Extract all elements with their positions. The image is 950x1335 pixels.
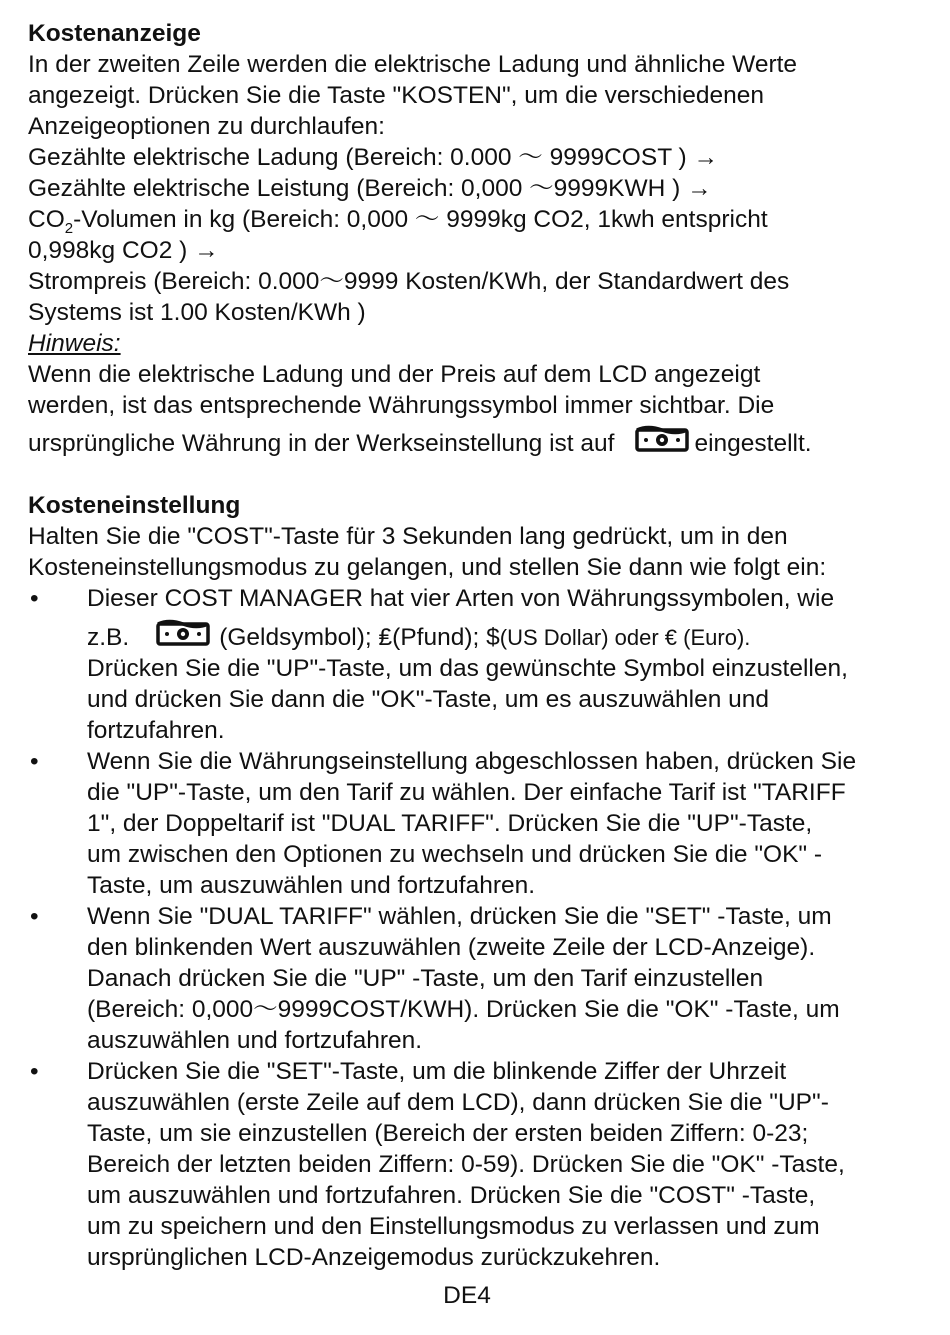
list-item-text: z.B. [87,624,130,651]
paragraph-line: angezeigt. Drücken Sie die Taste "KOSTEN", um die verschiedenen [28,82,764,109]
paragraph-line: Halten Sie die "COST"-Taste für 3 Sekunden lang gedrückt, um in den [28,523,788,550]
hint-line: Wenn die elektrische Ladung und der Preis auf dem LCD angezeigt [28,361,761,388]
paragraph-line: Anzeigeoptionen zu durchlaufen: [28,113,385,140]
option-charge-line: Gezählte elektrische Ladung (Bereich: 0.000 ～ 9999COST ) → [28,144,718,171]
page-number: DE4 [443,1282,491,1309]
paragraph-line: In der zweiten Zeile werden die elektrische Ladung und ähnliche Werte [28,51,798,78]
list-item [28,1056,918,1273]
hint-label: Hinweis: [28,330,121,357]
list-item [28,901,918,1056]
list-item-line: um zwischen den Optionen zu wechseln und drücken Sie die "OK" - [87,841,823,868]
list-item-line: Dieser COST MANAGER hat vier Arten von Währungssymbolen, wie [87,585,835,612]
list-item-line: Wenn Sie die Währungseinstellung abgeschlossen haben, drücken Sie [87,748,857,775]
money-symbol-icon [634,424,690,454]
hint-label-line [28,328,918,359]
list-item-line: um zu speichern und den Einstellungsmodus zu verlassen und zum [87,1213,820,1240]
list-item-line: Drücken Sie die "SET"-Taste, um die blinkende Ziffer der Uhrzeit [87,1058,787,1085]
section-heading-kosteneinstellung: Kosteneinstellung [28,492,241,519]
list-item-line: den blinkenden Wert auszuwählen (zweite Zeile der LCD-Anzeige). [87,934,816,961]
bullet-dot: • [30,903,39,930]
hint-line: werden, ist das entsprechende Währungssymbol immer sichtbar. Die [28,392,775,419]
list-item-line: auszuwählen (erste Zeile auf dem LCD), dann drücken Sie die "UP"- [87,1089,829,1116]
pound-icon: ₤ [378,624,393,651]
hint-line-text-end: eingestellt. [694,430,812,457]
bullet-dot: • [30,748,39,775]
option-price-line: Strompreis (Bereich: 0.000～9999 Kosten/KWh, der Standardwert des [28,268,790,295]
list-item-line: 1", der Doppeltarif ist "DUAL TARIFF". Drücken Sie die "UP"-Taste, [87,810,813,837]
settings-list [28,583,918,1273]
money-symbol-icon [155,618,211,648]
co2-prefix: CO [28,206,65,233]
list-item-line: die "UP"-Taste, um den Tarif zu wählen. Der einfache Tarif ist "TARIFF [87,779,846,806]
list-item-line: fortzufahren. [87,717,225,744]
co2-subscript: 2 [64,219,74,237]
dollar-icon: $ [486,624,500,651]
list-item-line: ursprünglichen LCD-Anzeigemodus zurückzukehren. [87,1244,661,1271]
currency-symbols-line [87,618,918,653]
co2-rest: -Volumen in kg (Bereich: 0,000 ～ 9999kg CO2, 1kwh entspricht [73,206,768,233]
hint-line-text: ursprüngliche Währung in der Werkseinstellung ist auf [28,430,615,457]
bullet-dot: • [30,1058,39,1085]
option-co2-line-2: 0,998kg CO2 ) → [28,237,219,264]
section-heading-kostenanzeige: Kostenanzeige [28,20,201,47]
bullet-dot: • [30,585,39,612]
list-item-line: auszuwählen und fortzufahren. [87,1027,423,1054]
list-item-line: Taste, um auszuwählen und fortzufahren. [87,872,536,899]
option-price-line-2: Systems ist 1.00 Kosten/KWh ) [28,299,366,326]
list-item-line: um auszuwählen und fortzufahren. Drücken Sie die "COST" -Taste, [87,1182,816,1209]
list-item-line: Taste, um sie einzustellen (Bereich der ersten beiden Ziffern: 0-23; [87,1120,809,1147]
geldsymbol-text: (Geldsymbol); [219,624,379,651]
dollar-euro-text: (US Dollar) oder € (Euro). [499,625,751,650]
document-page [28,18,918,1273]
list-item-line: Drücken Sie die "UP"-Taste, um das gewünschte Symbol einzustellen, [87,655,848,682]
paragraph-line: Kosteneinstellungsmodus zu gelangen, und stellen Sie dann wie folgt ein: [28,554,827,581]
list-item-line: und drücken Sie dann die "OK"-Taste, um es auszuwählen und [87,686,770,713]
section-gap [28,459,918,490]
option-co2-line [28,204,918,235]
list-item-line: Wenn Sie "DUAL TARIFF" wählen, drücken Sie die "SET" -Taste, um [87,903,832,930]
list-item-line: Bereich der letzten beiden Ziffern: 0-59). Drücken Sie die "OK" -Taste, [87,1151,845,1178]
list-item-line: Danach drücken Sie die "UP" -Taste, um den Tarif einzustellen [87,965,764,992]
list-item [28,746,918,901]
pound-text: (Pfund); [392,624,487,651]
hint-line-with-icon [28,424,918,459]
option-power-line: Gezählte elektrische Leistung (Bereich: 0,000 ～9999KWH ) → [28,175,712,202]
list-item [28,583,918,746]
list-item-line: (Bereich: 0,000～9999COST/KWH). Drücken Sie die "OK" -Taste, um [87,996,840,1023]
